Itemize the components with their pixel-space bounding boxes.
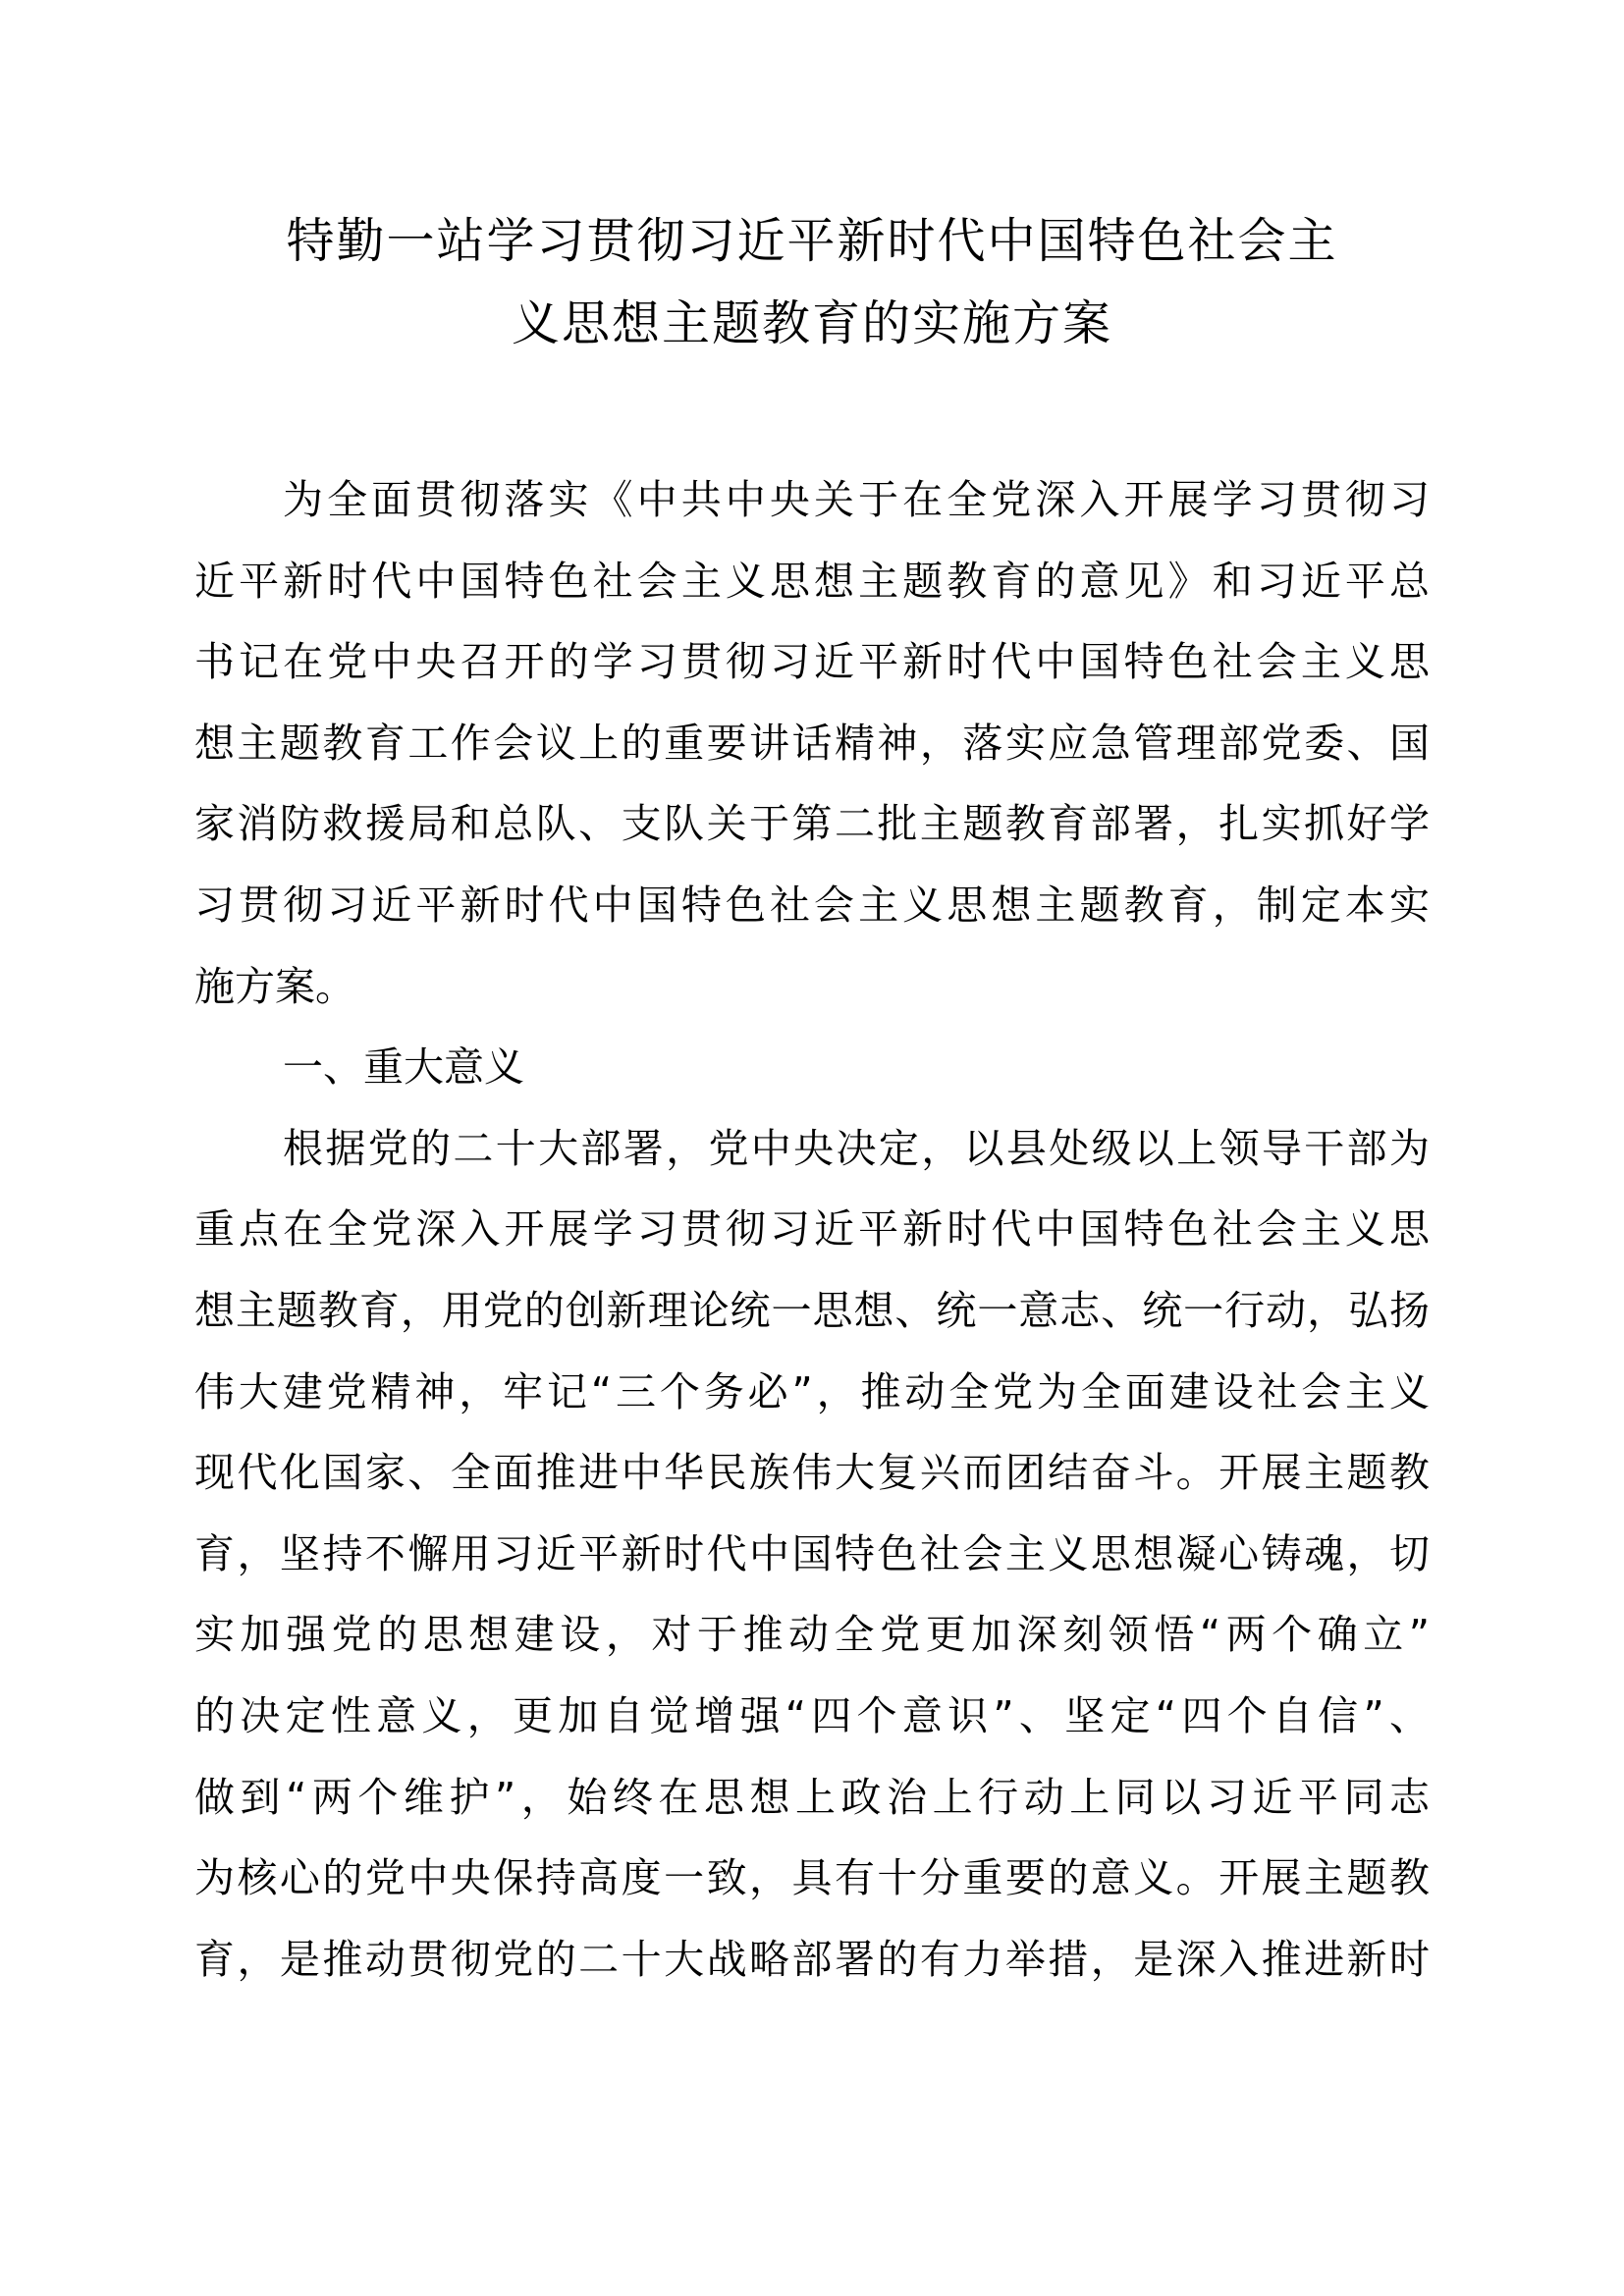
paragraph-line: 伟大建党精神，牢记“三个务必”，推动全党为全面建设社会主义 xyxy=(194,1367,1430,1415)
paragraph-line: 想主题教育工作会议上的重要讲话精神，落实应急管理部党委、国 xyxy=(194,719,1430,767)
paragraph-line: 根据党的二十大部署，党中央决定，以县处级以上领导干部为 xyxy=(283,1124,1430,1172)
title-line-2: 义思想主题教育的实施方案 xyxy=(511,295,1112,351)
document-body xyxy=(194,459,1430,2000)
paragraph-line: 实加强党的思想建设，对于推动全党更加深刻领悟“两个确立” xyxy=(194,1611,1430,1659)
section-heading: 一、重大意义 xyxy=(283,1043,524,1092)
paragraph-line: 家消防救援局和总队、支队关于第二批主题教育部署，扎实抓好学 xyxy=(194,800,1430,848)
document-title xyxy=(147,200,1477,365)
paragraph-line: 习贯彻习近平新时代中国特色社会主义思想主题教育，制定本实 xyxy=(194,881,1430,929)
intro-paragraph xyxy=(194,459,1430,1027)
section-1-paragraph xyxy=(194,1108,1430,2001)
paragraph-line: 育，坚持不懈用习近平新时代中国特色社会主义思想凝心铸魂，切 xyxy=(194,1529,1430,1577)
paragraph-line: 现代化国家、全面推进中华民族伟大复兴而团结奋斗。开展主题教 xyxy=(194,1449,1430,1497)
paragraph-line: 做到“两个维护”，始终在思想上政治上行动上同以习近平同志 xyxy=(194,1773,1430,1821)
paragraph-line: 重点在全党深入开展学习贯彻习近平新时代中国特色社会主义思 xyxy=(194,1205,1430,1254)
paragraph-line: 书记在党中央召开的学习贯彻习近平新时代中国特色社会主义思 xyxy=(194,638,1430,686)
paragraph-line: 想主题教育，用党的创新理论统一思想、统一意志、统一行动，弘扬 xyxy=(194,1286,1430,1334)
paragraph-line: 近平新时代中国特色社会主义思想主题教育的意见》和习近平总 xyxy=(194,557,1430,605)
paragraph-line: 的决定性意义，更加自觉增强“四个意识”、坚定“四个自信”、 xyxy=(194,1691,1430,1739)
paragraph-line: 施方案。 xyxy=(194,962,355,1010)
paragraph-line: 育，是推动贯彻党的二十大战略部署的有力举措，是深入推进新时 xyxy=(194,1935,1430,1983)
paragraph-line: 为核心的党中央保持高度一致，具有十分重要的意义。开展主题教 xyxy=(194,1854,1430,1902)
title-line-1: 特勤一站学习贯彻习近平新时代中国特色社会主 xyxy=(286,213,1338,269)
paragraph-line: 为全面贯彻落实《中共中央关于在全党深入开展学习贯彻习 xyxy=(283,476,1430,523)
